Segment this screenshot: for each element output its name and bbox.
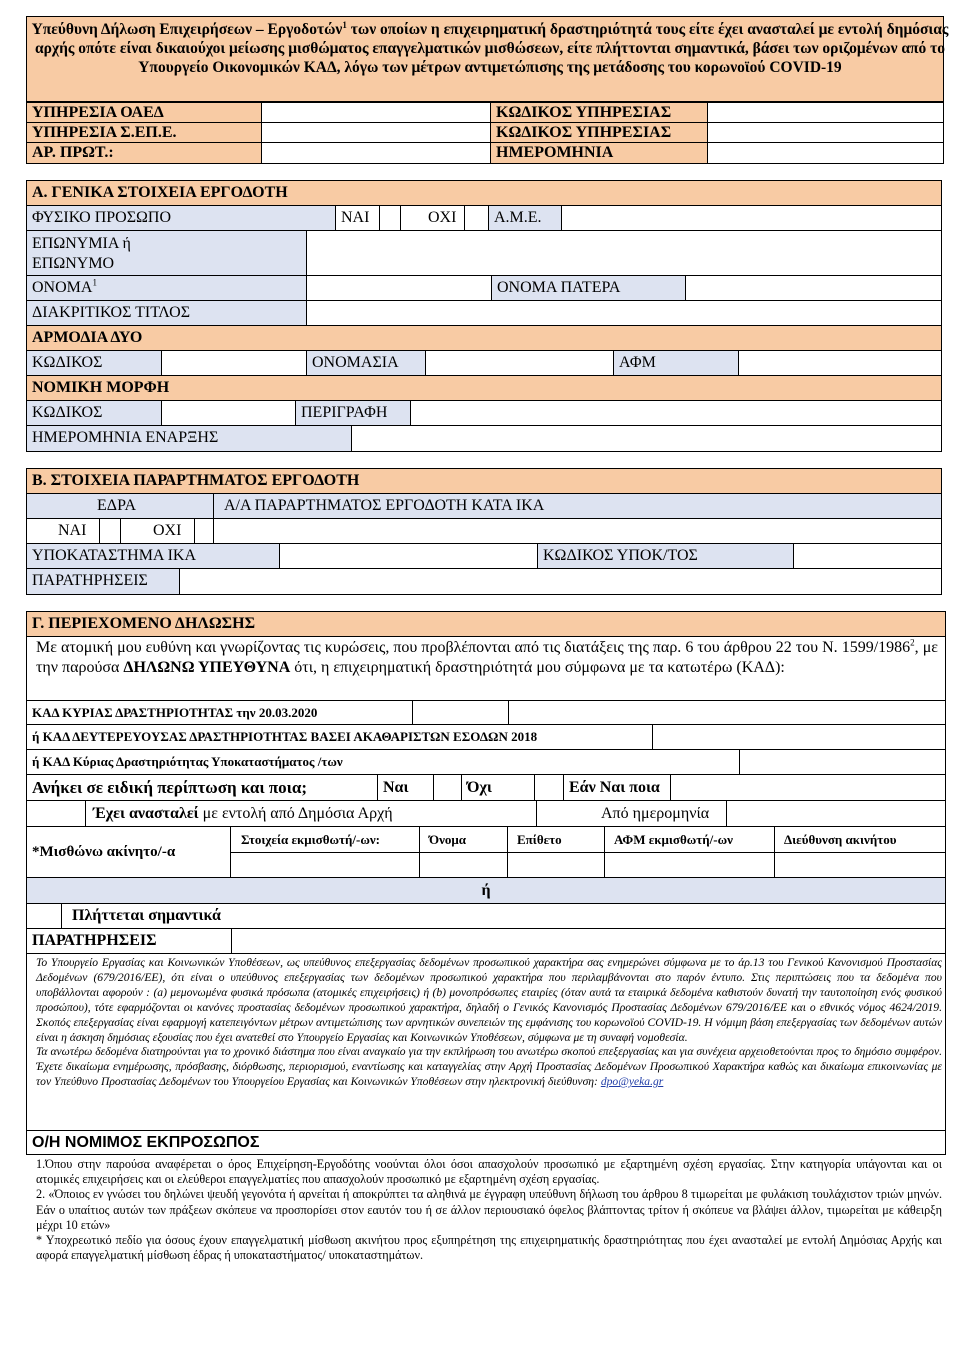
leases-label: *Μισθώνω ακίνητο/-α (26, 826, 231, 878)
declaration-text: Με ατομική μου ευθύνη και γνωρίζοντας τις κυρώσεις, που προβλέπονται από τις διατάξεις της παρ. 6 του άρθρου 22 του Ν. 1599/1986$^2$, με την παρούσα ΔΗΛΩΝΩ ΥΠΕΥΘΥΝΑ ότι, η επιχειρηματική δραστηριότητά μου σύμφωνα με τα κατωτέρω (ΚΑΔ): (36, 637, 939, 676)
seat-label: ΕΔΡΑ (26, 493, 214, 519)
footnotes (36, 1157, 942, 1263)
dpo-email-link[interactable]: dpo@yeka.gr (600, 1075, 664, 1089)
legal-form-code-field[interactable] (161, 400, 296, 426)
physical-person-yes-label: ΝΑΙ (335, 205, 380, 231)
section-c-remarks-label: ΠΑΡΑΤΗΡΗΣΕΙΣ (26, 928, 232, 954)
lessor-data-field[interactable] (230, 852, 420, 878)
kad-branch-label: ή ΚΑΔ Κύριας Δραστηριότητας Υποκαταστήματος /των (26, 749, 740, 775)
physical-person-yes-box[interactable] (379, 205, 401, 231)
doy-name-field[interactable] (425, 350, 614, 376)
section-c-remarks-field[interactable] (231, 928, 946, 954)
special-case-no-box[interactable] (534, 774, 564, 801)
oaed-code-label: ΚΩΔΙΚΟΣ ΥΠΗΡΕΣΙΑΣ (490, 102, 708, 123)
kad-main-field-1[interactable] (412, 700, 509, 725)
lessor-surname-field[interactable] (507, 852, 605, 878)
special-case-label: Ανήκει σε ειδική περίπτωση και ποια; (26, 774, 378, 801)
date-label: ΗΜΕΡΟΜΗΝΙΑ (490, 142, 708, 164)
form-title: Υπεύθυνη Δήλωση Επιχειρήσεων – Εργοδοτών$^1$ των οποίων η επιχειρηματική δραστηριότητά τους είτε έχει ανασταλεί με εντολή δημόσιας αρχής οπότε είναι δικαιούχοι μείωσης μισθώματος επαγγελματικών μισθώσεων, είτε πλήττονται σημαντικά, βάσει των οριζομένων από το Υπουργείο Οικονομικών ΚΑΔ, λόγω των μέτρων αντιμετώπισης της μετάδοσης του κορωνοϊού COVID-19 (31, 19, 949, 76)
ame-field[interactable] (561, 205, 942, 231)
start-date-field[interactable] (351, 425, 942, 452)
sepe-code-field[interactable] (707, 122, 944, 143)
afm-field[interactable] (738, 350, 942, 376)
oaed-service-label: ΥΠΗΡΕΣΙΑ ΟΑΕΔ (26, 102, 262, 123)
father-name-label: ΟΝΟΜΑ ΠΑΤΕΡΑ (491, 275, 686, 301)
seat-no-label: ΟΧΙ (120, 518, 195, 544)
legal-form-title: ΝΟΜΙΚΗ ΜΟΡΦΗ (26, 375, 942, 401)
legal-text-paragraph-2: Τα ανωτέρω δεδομένα διατηρούνται για το χρονικό διάστημα που είναι αναγκαίο για την εκπλήρωση του ανωτέρω σκοπού επεξεργασίας και για συνέχεια αρχειοθετούνται προς το δημόσιο συμφέρον. Έχετε δικαίωμα ενημέρωσης, πρόσβασης, διόρθωσης, περιορισμού, εναντίωσης και καταγγελίας στην Αρχή Προστασίας Δεδομένων Προσωπικού Χαρακτήρα καθώς και δικαίωμα επικοινωνίας με τον Υπεύθυνο Προστασίας Δεδομένων του Υπουργείου Εργασίας και Κοινωνικών Υποθέσεων στην ηλεκτρονική διεύθυνση: dpo@yeka.gr (36, 1045, 942, 1089)
branch-no-field[interactable] (213, 518, 942, 544)
special-case-no-label: Όχι (461, 774, 535, 801)
section-b-remarks-label: ΠΑΡΑΤΗΡΗΣΕΙΣ (26, 568, 180, 595)
doy-code-label: ΚΩΔΙΚΟΣ (26, 350, 162, 376)
kad-secondary-field[interactable] (652, 724, 946, 750)
seat-yes-label: ΝΑΙ (26, 518, 100, 544)
sepe-service-field[interactable] (261, 122, 491, 143)
section-a-title: Α. ΓΕΝΙΚΑ ΣΤΟΙΧΕΙΑ ΕΡΓΟΔΟΤΗ (26, 180, 942, 206)
legal-text-paragraph-1: Το Υπουργείο Εργασίας και Κοινωνικών Υποθέσεων, ως υπεύθυνος επεξεργασίας δεδομένων προσωπικού χαρακτήρα σας ενημερώνει σύμφωνα με το άρ.13 του Γενικού Κανονισμού Προστασίας Δεδομένων (679/2016/ΕΕ), ότι είναι ο υπεύθυνος επεξεργασίας των δεδομένων προσωπικού χαρακτήρα που περιλαμβάνονται στο παρόν έντυπο. Στις περιπτώσεις που τα δεδομένα που υποβάλλονται αφορούν : (a) μεμονωμένα φυσικά πρόσωπα (ατομικές επιχειρήσεις) ή (b) μονοπρόσωπες εταιρίες (όταν αυτά τα εταιρικά δεδομένα καθιστούν δυνατή την ταυτοποίηση ενός φυσικού προσώπου), τότε εφαρμόζονται οι κανόνες προστασίας δεδομένων προσωπικού χαρακτήρα, δηλαδή ο Γενικός Κανονισμός Προστασίας Δεδομένων 679/2016/ΕΕ και ο εθνικός νόμος 4624/2019. Σκοπός επεξεργασίας είναι εφαρμογή κατεπειγόντων μέτρων αντιμετώπισης των αρνητικών συνεπειών της εμφάνισης του κορωνοϊού COVID-19. Η νόμιμη βάση επεξεργασίας των δεδομένων αυτών είναι η άσκηση δημόσιας εξουσίας που έχει ανατεθεί στο Υπουργείο Εργασίας και Κοινωνικών Υποθέσεων, σύμφωνα με τη συναφή νομοθεσία. (36, 956, 942, 1044)
kad-branch-field[interactable] (739, 749, 946, 775)
from-date-label: Από ημερομηνία (536, 800, 727, 827)
suspended-checkbox[interactable] (26, 800, 86, 827)
oaed-service-field[interactable] (261, 102, 491, 123)
lessor-afm-label: ΑΦΜ εκμισθωτή/-ων (604, 826, 775, 853)
first-name-label: ΟΝΟΜΑ$^1$ (26, 275, 307, 301)
branch-code-label: ΚΩΔΙΚΟΣ ΥΠΟΚ/ΤΟΣ (537, 543, 794, 569)
physical-person-no-box[interactable] (464, 205, 489, 231)
legal-form-code-label: ΚΩΔΙΚΟΣ (26, 400, 162, 426)
start-date-label: ΗΜΕΡΟΜΗΝΙΑ ΕΝΑΡΞΗΣ (26, 425, 352, 452)
property-address-label: Διεύθυνση ακινήτου (774, 826, 946, 853)
special-case-which-field[interactable] (670, 774, 946, 801)
lessor-surname-label: Επίθετο (507, 826, 605, 853)
section-c-title: Γ. ΠΕΡΙΕΧΟΜΕΝΟ ΔΗΛΩΣΗΣ (26, 611, 946, 637)
company-name-field[interactable] (306, 230, 942, 276)
sepe-code-label: ΚΩΔΙΚΟΣ ΥΠΗΡΕΣΙΑΣ (490, 122, 708, 143)
property-address-field[interactable] (774, 852, 946, 878)
section-b-remarks-field[interactable] (179, 568, 942, 595)
kad-main-label: ΚΑΔ ΚΥΡΙΑΣ ΔΡΑΣΤΗΡΙΟΤΗΤΑΣ την 20.03.2020 (26, 700, 413, 725)
kad-secondary-label: ή ΚΑΔ ΔΕΥΤΕΡΕΥΟΥΣΑΣ ΔΡΑΣΤΗΡΙΟΤΗΤΑΣ ΒΑΣΕΙ ΑΚΑΘΑΡΙΣΤΩΝ ΕΣΟΔΩΝ 2018 (26, 724, 653, 750)
trade-title-field[interactable] (306, 300, 942, 326)
protocol-no-label: ΑΡ. ΠΡΩΤ.: (26, 142, 262, 164)
doy-title: ΑΡΜΟΔΙΑ ΔΥΟ (26, 325, 942, 351)
first-name-field[interactable] (306, 275, 492, 301)
protocol-no-field[interactable] (261, 142, 491, 164)
hit-label: Πλήττεται σημαντικά (61, 903, 946, 929)
ame-label: Α.Μ.Ε. (488, 205, 562, 231)
or-separator: ή (26, 877, 946, 904)
lessor-name-field[interactable] (419, 852, 508, 878)
doy-code-field[interactable] (161, 350, 307, 376)
company-name-label (26, 230, 307, 276)
company-name-label-line1: ΕΠΩΝΥΜΙΑ ή (32, 235, 131, 252)
footnote-2: 2. «Όποιος εν γνώσει του δηλώνει ψευδή γεγονότα ή αρνείται ή αποκρύπτει τα αληθινά με έγγραφη υπεύθυνη δήλωση του άρθρου 8 τιμωρείται με φυλάκιση τουλάχιστον τριών μηνών. Εάν ο υπαίτιος αυτών των πράξεων σκόπευε να προσπορίσει στον εαυτόν του ή σε άλλον περιουσιακό όφελος βλάπτοντας τρίτον ή σκόπευε να βλάψει άλλον, τιμωρείται με κάθειρξη μέχρι 10 ετών» (36, 1187, 942, 1232)
lessor-name-label: Όνομα (419, 826, 508, 853)
ika-branch-label: ΥΠΟΚΑΤΑΣΤΗΜΑ ΙΚΑ (26, 543, 280, 569)
branch-no-label: Α/Α ΠΑΡΑΡΤΗΜΑΤΟΣ ΕΡΓΟΔΟΤΗ ΚΑΤΑ ΙΚΑ (213, 493, 942, 519)
afm-label: ΑΦΜ (613, 350, 739, 376)
doy-name-label: ΟΝΟΜΑΣΙΑ (306, 350, 426, 376)
physical-person-label: ΦΥΣΙΚΟ ΠΡΟΣΩΠΟ (26, 205, 336, 231)
ika-branch-field[interactable] (279, 543, 538, 569)
physical-person-no-label: ΟΧΙ (400, 205, 465, 231)
representative-label: Ο/Η ΝΟΜΙΜΟΣ ΕΚΠΡΟΣΩΠΟΣ (26, 1130, 946, 1155)
special-case-yes-box[interactable] (433, 774, 462, 801)
seat-no-box[interactable] (194, 518, 214, 544)
legal-form-description-label: ΠΕΡΙΓΡΑΦΗ (295, 400, 411, 426)
special-case-yes-label: Ναι (377, 774, 434, 801)
father-name-field[interactable] (685, 275, 942, 301)
from-date-field[interactable] (726, 800, 946, 827)
sepe-service-label: ΥΠΗΡΕΣΙΑ Σ.ΕΠ.Ε. (26, 122, 262, 143)
branch-code-field[interactable] (793, 543, 942, 569)
special-case-which-label: Εάν Ναι ποια (563, 774, 671, 801)
suspended-label: Έχει ανασταλεί με εντολή από Δημόσια Αρχή (85, 800, 537, 827)
kad-main-field-2[interactable] (508, 700, 946, 725)
company-name-label-line2: ΕΠΩΝΥΜΟ (32, 255, 115, 272)
hit-checkbox[interactable] (26, 903, 62, 929)
footnote-3: * Υποχρεωτικό πεδίο για όσους έχουν επαγγελματική μίσθωση ακινήτου προς εξυπηρέτηση της επιχειρηματικής δραστηριότητας που έχει ανασταλεί με εντολή Δημόσιας Αρχής και αφορά επαγγελματική μίσθωση έδρας ή υποκαταστήματος/ υποκαταστημάτων. (36, 1233, 942, 1263)
lessor-data-label: Στοιχεία εκμισθωτή/-ων: (230, 826, 420, 853)
legal-form-description-field[interactable] (410, 400, 942, 426)
footnote-1: 1.Όπου στην παρούσα αναφέρεται ο όρος Επιχείρηση-Εργοδότης νοούνται όλοι όσοι απασχολούν προσωπικό με εξαρτημένη σχέση εργασίας. Στην κατηγορία υπάγονται και οι ατομικές επιχειρήσεις και οι ελεύθεροι επαγγελματίες που απασχολούν προσωπικό με εξαρτημένη σχέση εργασίας. (36, 1157, 942, 1187)
legal-text (36, 956, 942, 1090)
oaed-code-field[interactable] (707, 102, 944, 123)
trade-title-label: ΔΙΑΚΡΙΤΙΚΟΣ ΤΙΤΛΟΣ (26, 300, 307, 326)
lessor-afm-field[interactable] (604, 852, 775, 878)
section-b-title: Β. ΣΤΟΙΧΕΙΑ ΠΑΡΑΡΤΗΜΑΤΟΣ ΕΡΓΟΔΟΤΗ (26, 468, 942, 494)
seat-yes-box[interactable] (99, 518, 121, 544)
date-field[interactable] (707, 142, 944, 164)
